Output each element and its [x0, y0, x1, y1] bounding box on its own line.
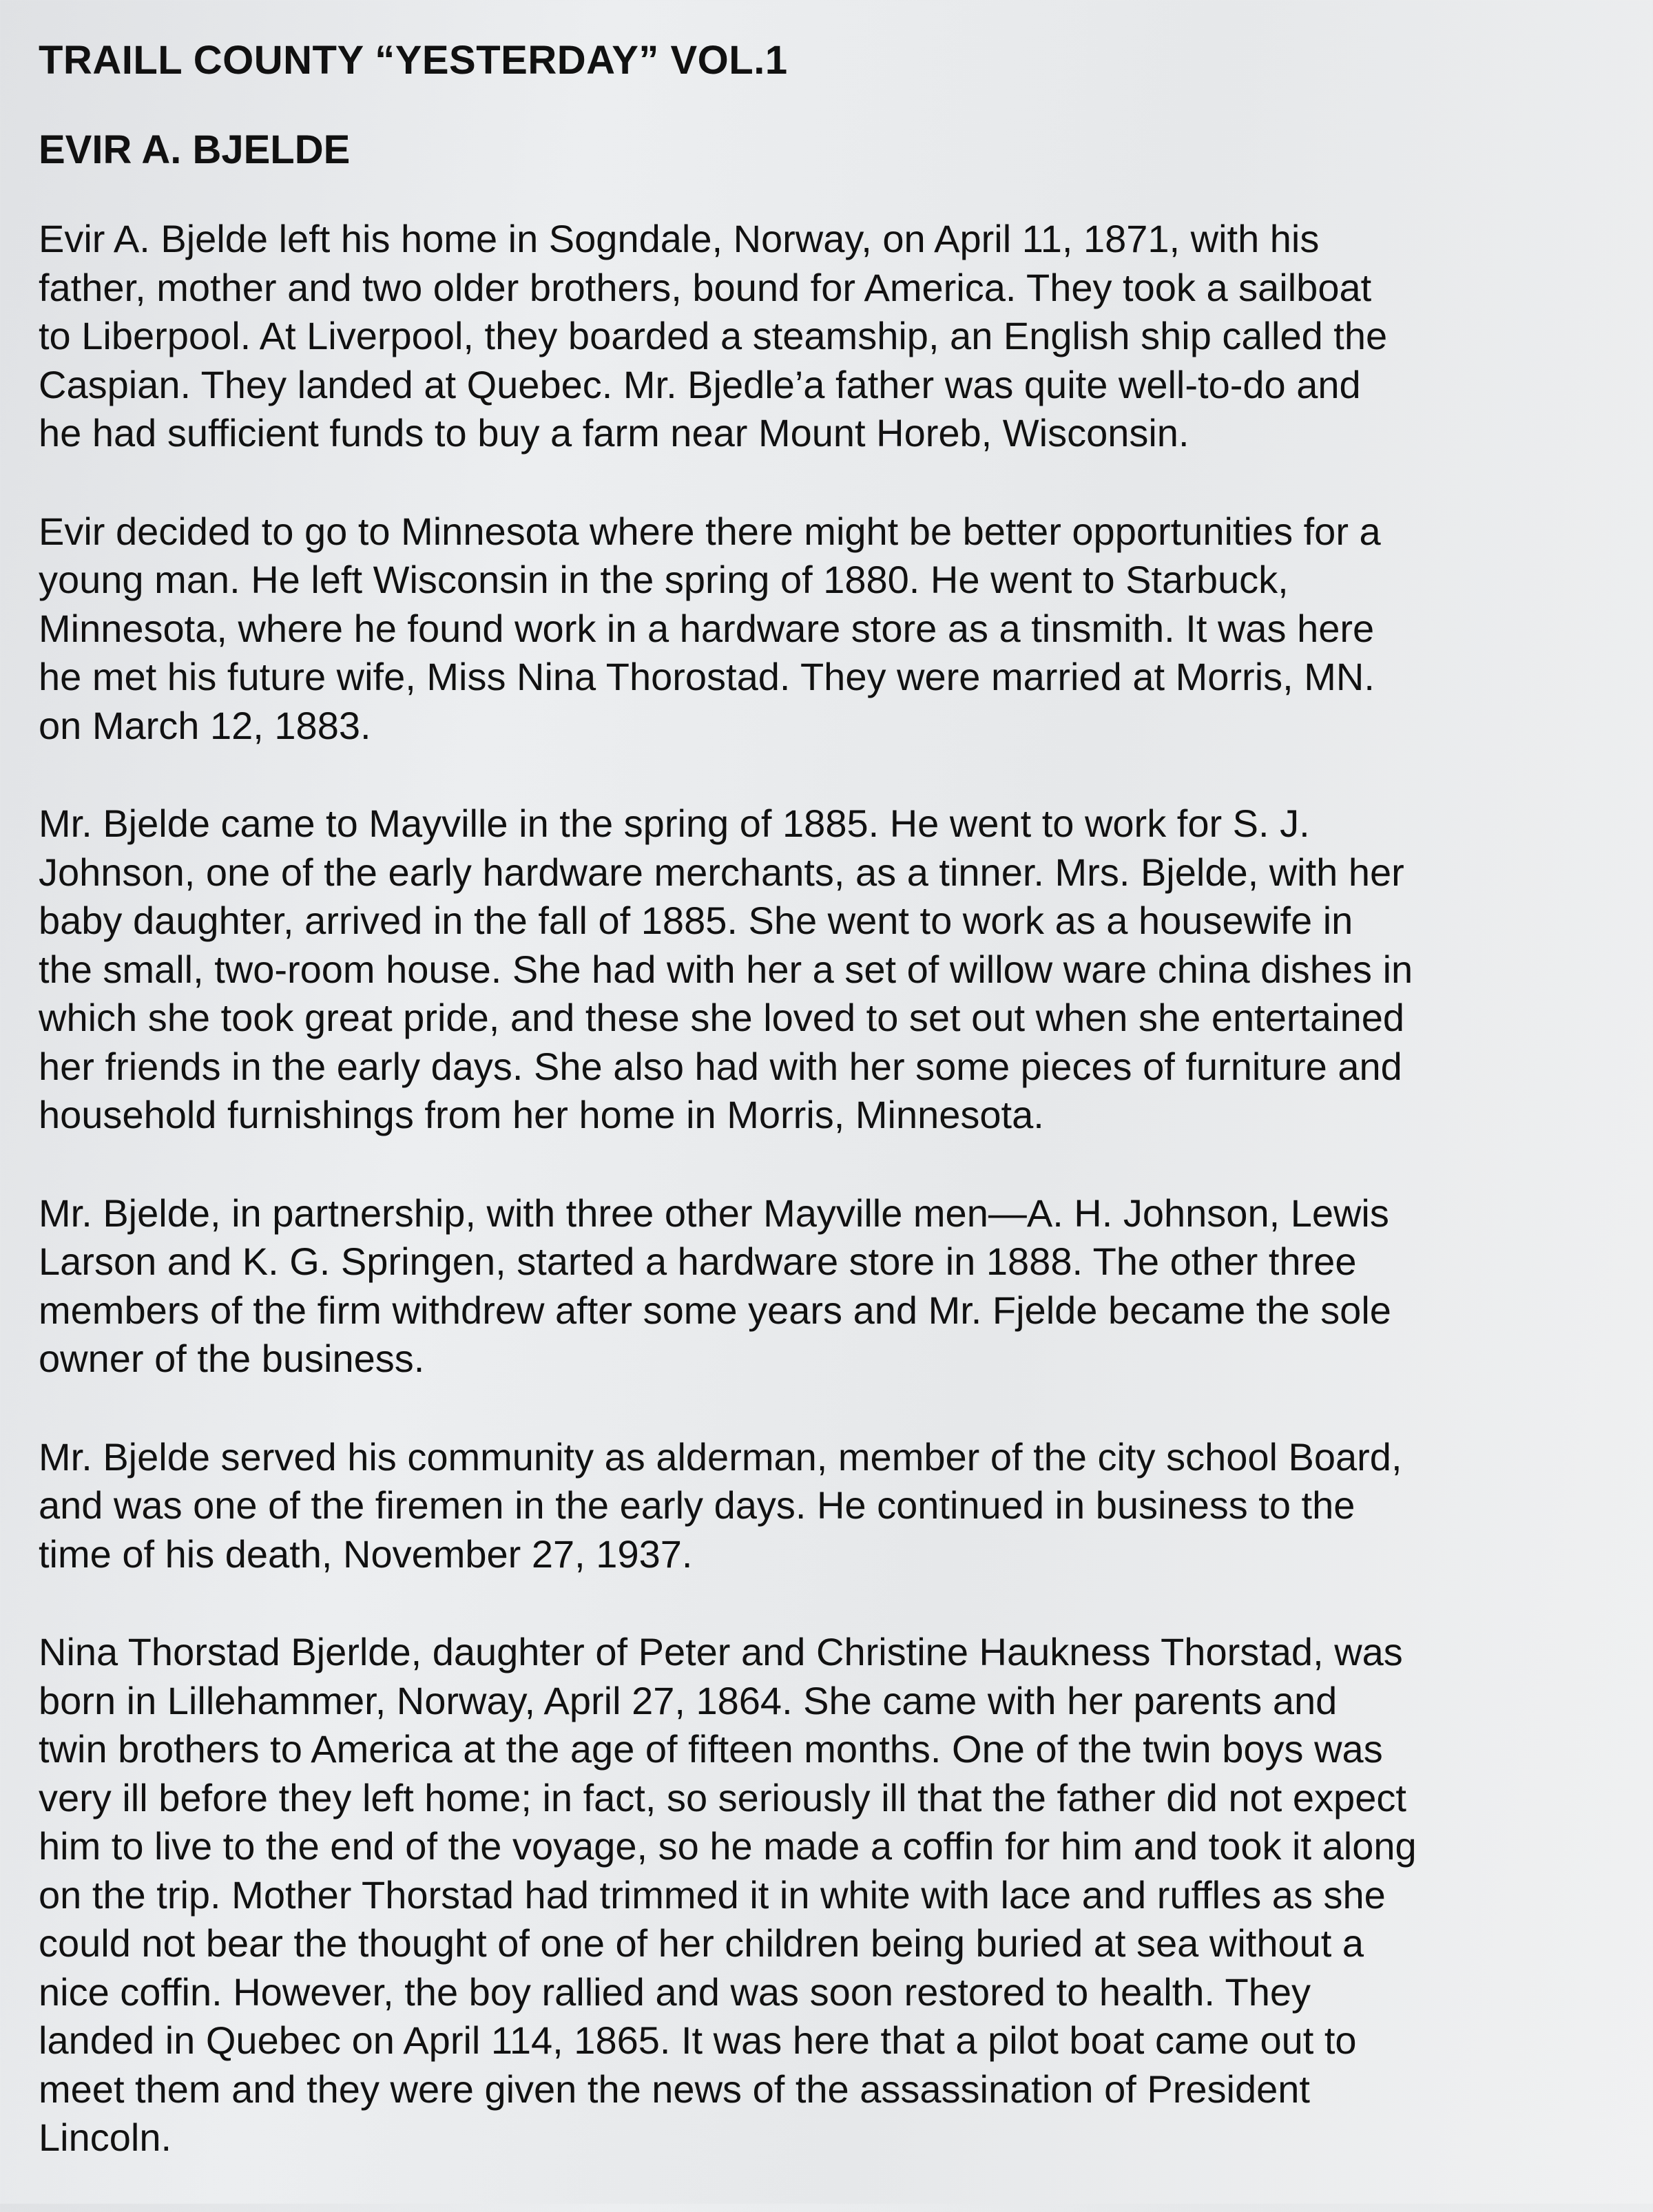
paragraph-line: Johnson, one of the early hardware merchants, as a tinner. Mrs. Bjelde, with her: [39, 850, 1404, 894]
document-title: EVIR A. BJELDE: [39, 127, 351, 172]
paragraph-line: owner of the business.: [39, 1337, 425, 1380]
paragraph-line: household furnishings from her home in Morris, Minnesota.: [39, 1093, 1044, 1136]
paragraph-line: him to live to the end of the voyage, so he made a coffin for him and took it along: [39, 1824, 1417, 1868]
paragraph-line: born in Lillehammer, Norway, April 27, 1864. She came with her parents and: [39, 1678, 1338, 1722]
paragraph-line: on March 12, 1883.: [39, 703, 371, 747]
paragraph-line: Mr. Bjelde served his community as alderman, member of the city school Board,: [39, 1434, 1402, 1479]
paragraph-line: Caspian. They landed at Quebec. Mr. Bjedle’a father was quite well-to-do and: [39, 362, 1361, 406]
paragraph-line: members of the firm withdrew after some years and Mr. Fjelde became the sole: [39, 1288, 1391, 1332]
paragraph: [39, 1628, 1616, 2162]
paragraph-line: could not bear the thought of one of her children being buried at sea without a: [39, 1921, 1364, 1965]
paragraph-line: Mr. Bjelde came to Mayville in the spring of 1885. He went to work for S. J.: [39, 802, 1310, 845]
paragraph-line: Larson and K. G. Springen, started a hardware store in 1888. The other three: [39, 1240, 1357, 1283]
paragraph-line: father, mother and two older brothers, bound for America. They took a sailboat: [39, 265, 1372, 309]
paragraph-line: on the trip. Mother Thorstad had trimmed it in white with lace and ruffles as she: [39, 1872, 1386, 1917]
paragraph-line: Minnesota, where he found work in a hardware store as a tinsmith. It was here: [39, 606, 1375, 650]
paragraph-line: Evir decided to go to Minnesota where there might be better opportunities for a: [39, 509, 1381, 553]
paragraph-line: the small, two-room house. She had with her a set of willow ware china dishes in: [39, 947, 1413, 991]
paragraph: [39, 508, 1616, 751]
paragraph-line: landed in Quebec on April 114, 1865. It was here that a pilot boat came out to: [39, 2018, 1357, 2062]
paragraph-line: he met his future wife, Miss Nina Thorostad. They were married at Morris, MN.: [39, 655, 1375, 698]
paragraph-line: which she took great pride, and these she loved to set out when she entertained: [39, 996, 1405, 1039]
paragraph-line: nice coffin. However, the boy rallied and was soon restored to health. They: [39, 1970, 1311, 2014]
paragraph-line: time of his death, November 27, 1937.: [39, 1532, 693, 1576]
paragraph-line: twin brothers to America at the age of fifteen months. One of the twin boys was: [39, 1727, 1383, 1771]
paragraph-line: to Liberpool. At Liverpool, they boarded a steamship, an English ship called the: [39, 314, 1388, 357]
document-page: [39, 36, 1616, 2212]
paragraph: [39, 1433, 1616, 1579]
paragraph-line: her friends in the early days. She also had with her some pieces of furniture and: [39, 1044, 1402, 1088]
document-header: TRAILL COUNTY “YESTERDAY” VOL.1: [39, 38, 788, 83]
document-body: [39, 215, 1616, 2162]
paragraph-line: he had sufficient funds to buy a farm near Mount Horeb, Wisconsin.: [39, 411, 1189, 455]
paragraph: [39, 800, 1616, 1140]
paragraph-line: very ill before they left home; in fact, so seriously ill that the father did not expect: [39, 1775, 1406, 1819]
paragraph-line: baby daughter, arrived in the fall of 1885. She went to work as a housewife in: [39, 899, 1353, 942]
paragraph: [39, 1189, 1616, 1384]
paragraph-line: Nina Thorstad Bjerlde, daughter of Peter and Christine Haukness Thorstad, was: [39, 1630, 1403, 1673]
paragraph-line: and was one of the firemen in the early days. He continued in business to the: [39, 1483, 1355, 1527]
paragraph-line: Lincoln.: [39, 2116, 172, 2159]
paragraph: [39, 215, 1616, 458]
paragraph-line: Evir A. Bjelde left his home in Sogndale, Norway, on April 11, 1871, with his: [39, 217, 1320, 260]
paragraph-line: meet them and they were given the news of the assassination of President: [39, 2067, 1310, 2111]
paragraph-line: Mr. Bjelde, in partnership, with three other Mayville men—A. H. Johnson, Lewis: [39, 1191, 1389, 1235]
paragraph-line: young man. He left Wisconsin in the spring of 1880. He went to Starbuck,: [39, 558, 1289, 601]
